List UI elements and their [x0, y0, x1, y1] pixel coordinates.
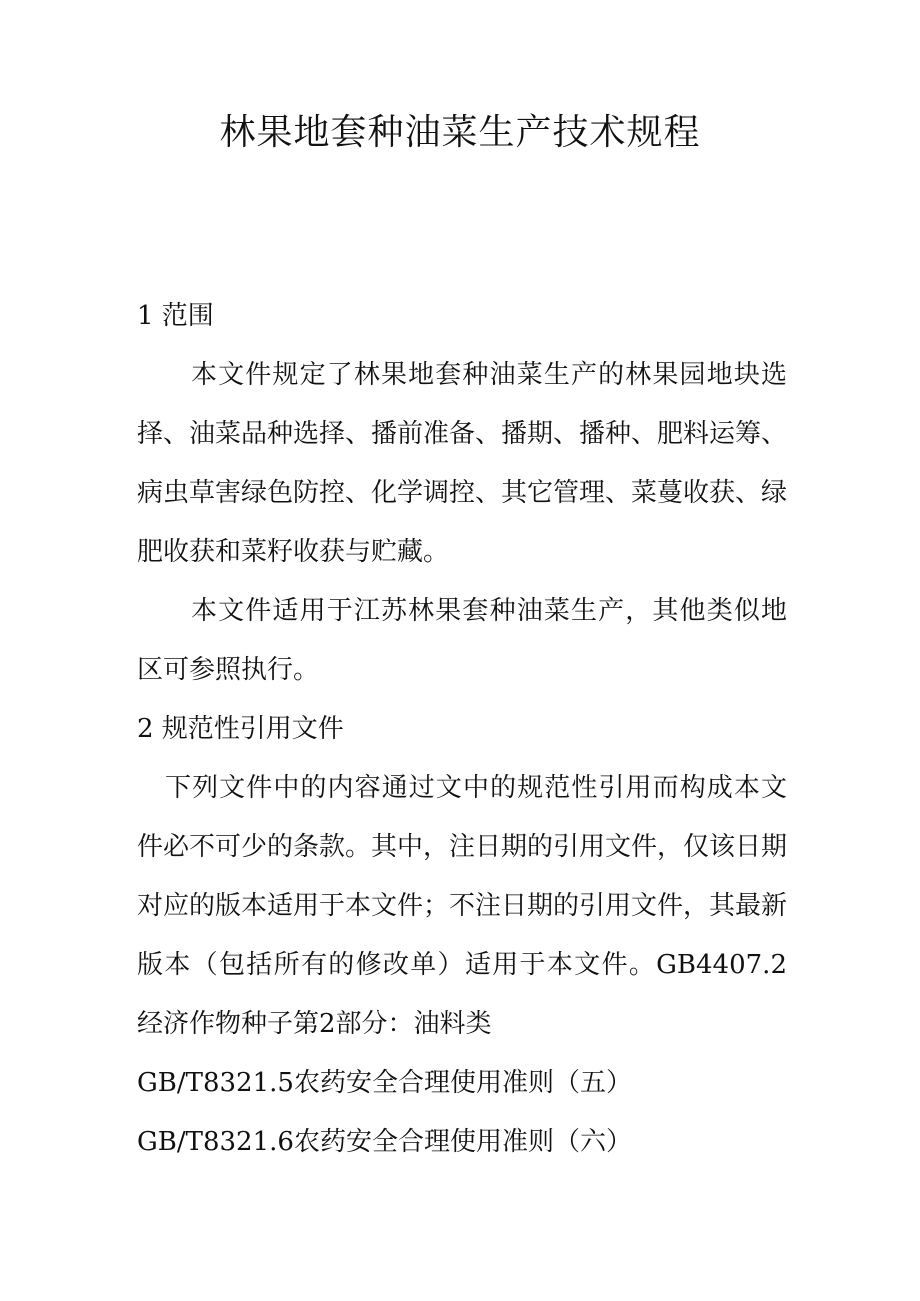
document-body	[137, 287, 787, 1172]
scope-paragraph-1: 本文件规定了林果地套种油菜生产的林果园地块选择、油菜品种选择、播前准备、播期、播种、肥料运筹、病虫草害绿色防控、化学调控、其它管理、菜蔓收获、绿肥收获和菜籽收获与贮藏。	[137, 360, 788, 567]
document-title: 林果地套种油菜生产技术规程	[219, 112, 701, 153]
section-heading-scope: 1 范围	[137, 301, 214, 331]
reference-item: GB/T8321.5农药安全合理使用准则（五）	[137, 1068, 632, 1098]
normative-references-paragraph: 下列文件中的内容通过文中的规范性引用而构成本文件必不可少的条款。其中，注日期的引用文件，仅该日期对应的版本适用于本文件；不注日期的引用文件，其最新版本（包括所有的修改单）适用于本文件。GB4407.2经济作物种子第2部分：油料类	[137, 773, 788, 1039]
section-heading-normative-references: 2 规范性引用文件	[137, 714, 344, 744]
scope-paragraph-2: 本文件适用于江苏林果套种油菜生产，其他类似地区可参照执行。	[137, 596, 787, 685]
reference-item: GB/T8321.6农药安全合理使用准则（六）	[137, 1127, 632, 1157]
